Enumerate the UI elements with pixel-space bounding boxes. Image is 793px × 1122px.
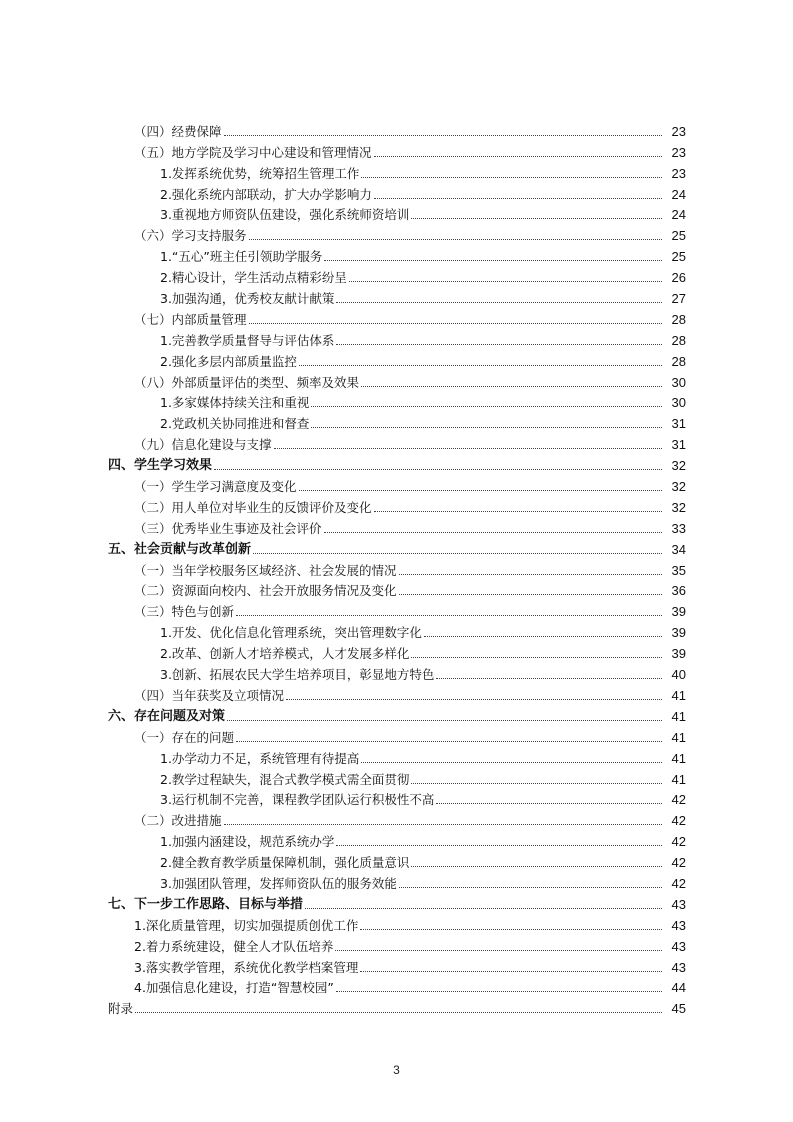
toc-dot-leader	[249, 323, 662, 324]
toc-entry-title: 七、下一步工作思路、目标与举措	[108, 896, 304, 912]
toc-entry-title: （二）改进措施	[134, 813, 222, 829]
toc-entry[interactable]	[0, 455, 793, 476]
toc-dot-leader	[224, 824, 662, 825]
toc-entry[interactable]	[0, 393, 793, 414]
toc-entry-title: （一）当年学校服务区域经济、社会发展的情况	[134, 562, 397, 578]
toc-entry-title: （一）存在的问题	[134, 729, 235, 745]
toc-entry-title: 3.加强沟通，优秀校友献计献策	[160, 291, 335, 307]
toc-entry[interactable]	[0, 288, 793, 309]
toc-entry-title: 2.党政机关协同推进和督查	[160, 416, 310, 432]
toc-entry-title: （五）地方学院及学习中心建设和管理情况	[134, 144, 372, 160]
toc-entry-title: 2.强化多层内部质量监控	[160, 353, 297, 369]
toc-dot-leader	[360, 929, 662, 930]
toc-dot-leader	[253, 553, 662, 554]
toc-entry-page: 42	[671, 792, 686, 808]
toc-dot-leader	[360, 971, 662, 972]
toc-entry-page: 41	[671, 771, 686, 787]
toc-entry-title: （四）当年获奖及立项情况	[134, 687, 285, 703]
toc-entry[interactable]	[0, 518, 793, 539]
toc-entry[interactable]	[0, 246, 793, 267]
toc-entry-page: 31	[671, 416, 686, 432]
toc-entry-page: 30	[671, 395, 686, 411]
toc-entry-page: 26	[671, 270, 686, 286]
toc-entry-page: 28	[671, 311, 686, 327]
toc-dot-leader	[236, 741, 662, 742]
toc-entry[interactable]	[0, 957, 793, 978]
toc-entry-title: 2.健全教育教学质量保障机制，强化质量意识	[160, 855, 410, 871]
toc-entry[interactable]	[0, 685, 793, 706]
toc-entry-page: 39	[671, 604, 686, 620]
toc-entry-page: 42	[671, 875, 686, 891]
toc-dot-leader	[286, 699, 662, 700]
toc-entry-title: （七）内部质量管理	[134, 311, 247, 327]
toc-entry-title: 1.办学动力不足，系统管理有待提高	[160, 750, 360, 766]
toc-entry[interactable]	[0, 831, 793, 852]
toc-entry-page: 45	[671, 1001, 686, 1017]
toc-entry-page: 42	[671, 813, 686, 829]
toc-entry-page: 23	[671, 123, 686, 139]
toc-entry[interactable]	[0, 978, 793, 999]
toc-entry-page: 31	[671, 437, 686, 453]
toc-entry-page: 39	[671, 625, 686, 641]
toc-entry-page: 42	[671, 834, 686, 850]
toc-entry-page: 34	[671, 541, 686, 557]
toc-dot-leader	[399, 574, 662, 575]
toc-entry-title: 3.加强团队管理，发挥师资队伍的服务效能	[160, 875, 397, 891]
toc-entry[interactable]	[0, 727, 793, 748]
toc-entry-page: 32	[671, 458, 686, 474]
toc-entry-title: 3.创新、拓展农民大学生培养项目，彰显地方特色	[160, 667, 435, 683]
toc-entry-title: （二）资源面向校内、社会开放服务情况及变化	[134, 583, 397, 599]
toc-entry-page: 41	[671, 750, 686, 766]
toc-entry[interactable]	[0, 915, 793, 936]
toc-dot-leader	[399, 887, 662, 888]
toc-entry[interactable]	[0, 769, 793, 790]
table-of-contents	[0, 121, 793, 1019]
toc-entry[interactable]	[0, 894, 793, 915]
toc-entry-page: 23	[671, 144, 686, 160]
toc-entry[interactable]	[0, 163, 793, 184]
toc-entry[interactable]	[0, 560, 793, 581]
toc-dot-leader	[361, 177, 662, 178]
toc-entry-page: 30	[671, 374, 686, 390]
toc-entry-page: 35	[671, 562, 686, 578]
toc-entry-title: 2.改革、创新人才培养模式，人才发展多样化	[160, 646, 410, 662]
toc-dot-leader	[299, 490, 662, 491]
toc-entry-title: （三）优秀毕业生事迹及社会评价	[134, 520, 322, 536]
toc-dot-leader	[349, 281, 662, 282]
toc-entry-title: 2.强化系统内部联动，扩大办学影响力	[160, 186, 372, 202]
toc-entry[interactable]	[0, 372, 793, 393]
toc-entry[interactable]	[0, 873, 793, 894]
toc-entry-page: 41	[671, 708, 686, 724]
toc-entry[interactable]	[0, 225, 793, 246]
toc-dot-leader	[411, 866, 662, 867]
toc-entry-page: 23	[671, 165, 686, 181]
toc-entry[interactable]	[0, 664, 793, 685]
toc-entry-title: 1.“五心”班主任引领助学服务	[160, 249, 323, 265]
toc-entry-title: 4.加强信息化建设，打造“智慧校园”	[134, 980, 334, 996]
toc-entry-title: 四、学生学习效果	[108, 458, 213, 474]
toc-entry-page: 25	[671, 249, 686, 265]
toc-entry-title: 五、社会贡献与改革创新	[108, 541, 252, 557]
toc-entry[interactable]	[0, 142, 793, 163]
toc-dot-leader	[336, 845, 662, 846]
toc-dot-leader	[311, 427, 662, 428]
toc-entry[interactable]	[0, 184, 793, 205]
toc-entry-title: 3.运行机制不完善，课程教学团队运行积极性不高	[160, 792, 435, 808]
toc-entry-page: 43	[671, 917, 686, 933]
toc-entry[interactable]	[0, 810, 793, 831]
toc-entry-page: 40	[671, 667, 686, 683]
toc-entry-title: （四）经费保障	[134, 123, 222, 139]
toc-entry-title: （二）用人单位对毕业生的反馈评价及变化	[134, 499, 372, 515]
toc-dot-leader	[224, 135, 662, 136]
toc-entry-title: 2.教学过程缺失，混合式教学模式需全面贯彻	[160, 771, 410, 787]
toc-entry-title: 3.重视地方师资队伍建设，强化系统师资培训	[160, 207, 410, 223]
toc-dot-leader	[411, 657, 662, 658]
toc-entry-page: 32	[671, 499, 686, 515]
toc-dot-leader	[336, 991, 662, 992]
toc-dot-leader	[324, 260, 662, 261]
toc-entry[interactable]	[0, 581, 793, 602]
toc-entry-page: 43	[671, 896, 686, 912]
toc-entry-page: 43	[671, 959, 686, 975]
toc-entry[interactable]	[0, 413, 793, 434]
toc-entry-page: 32	[671, 479, 686, 495]
toc-dot-leader	[324, 532, 662, 533]
toc-entry-page: 28	[671, 332, 686, 348]
toc-dot-leader	[361, 762, 662, 763]
toc-dot-leader	[374, 198, 662, 199]
toc-dot-leader	[135, 1012, 662, 1013]
toc-entry[interactable]	[0, 205, 793, 226]
toc-entry-page: 33	[671, 520, 686, 536]
toc-dot-leader	[411, 218, 662, 219]
toc-entry-title: （六）学习支持服务	[134, 228, 247, 244]
toc-entry-title: 六、存在问题及对策	[108, 708, 226, 724]
toc-entry-page: 42	[671, 855, 686, 871]
toc-dot-leader	[374, 511, 662, 512]
toc-entry[interactable]	[0, 790, 793, 811]
toc-entry-title: （三）特色与创新	[134, 604, 235, 620]
toc-dot-leader	[335, 950, 662, 951]
toc-entry-page: 28	[671, 353, 686, 369]
toc-entry[interactable]	[0, 351, 793, 372]
toc-entry-page: 36	[671, 583, 686, 599]
toc-entry[interactable]	[0, 852, 793, 873]
toc-entry-title: （一）学生学习满意度及变化	[134, 479, 297, 495]
toc-entry[interactable]	[0, 622, 793, 643]
toc-dot-leader	[299, 365, 662, 366]
toc-dot-leader	[411, 783, 662, 784]
toc-entry-title: 3.落实教学管理，系统优化教学档案管理	[134, 959, 359, 975]
toc-entry-title: 1.发挥系统优势，统筹招生管理工作	[160, 165, 360, 181]
toc-entry-title: 1.加强内涵建设，规范系统办学	[160, 834, 335, 850]
toc-entry[interactable]	[0, 497, 793, 518]
toc-entry-title: 1.多家媒体持续关注和重视	[160, 395, 310, 411]
toc-dot-leader	[374, 156, 662, 157]
toc-entry[interactable]	[0, 539, 793, 560]
toc-entry-title: （九）信息化建设与支撑	[134, 437, 272, 453]
toc-entry[interactable]	[0, 643, 793, 664]
toc-dot-leader	[436, 678, 662, 679]
toc-dot-leader	[305, 908, 662, 909]
toc-dot-leader	[274, 448, 662, 449]
toc-entry[interactable]	[0, 748, 793, 769]
toc-entry[interactable]	[0, 998, 793, 1019]
toc-dot-leader	[336, 302, 662, 303]
toc-entry-title: 2.着力系统建设，健全人才队伍培养	[134, 938, 334, 954]
toc-dot-leader	[336, 344, 662, 345]
toc-entry[interactable]	[0, 121, 793, 142]
toc-entry-title: 1.完善教学质量督导与评估体系	[160, 332, 335, 348]
toc-entry-page: 43	[671, 938, 686, 954]
page-number: 3	[393, 1063, 400, 1077]
toc-dot-leader	[249, 239, 662, 240]
toc-entry[interactable]	[0, 330, 793, 351]
toc-entry[interactable]	[0, 476, 793, 497]
toc-entry-page: 24	[671, 207, 686, 223]
toc-entry-title: 附录	[108, 1001, 134, 1017]
toc-entry-page: 24	[671, 186, 686, 202]
toc-entry-title: 1.深化质量管理，切实加强提质创优工作	[134, 917, 359, 933]
toc-dot-leader	[361, 386, 662, 387]
toc-entry[interactable]	[0, 267, 793, 288]
toc-entry[interactable]	[0, 936, 793, 957]
toc-dot-leader	[214, 469, 662, 470]
toc-dot-leader	[424, 636, 662, 637]
toc-entry-page: 27	[671, 291, 686, 307]
toc-entry[interactable]	[0, 309, 793, 330]
toc-entry-page: 44	[671, 980, 686, 996]
toc-dot-leader	[227, 720, 662, 721]
toc-entry-page: 39	[671, 646, 686, 662]
toc-entry[interactable]	[0, 434, 793, 455]
toc-entry-title: 1.开发、优化信息化管理系统，突出管理数字化	[160, 625, 422, 641]
toc-entry-title: 2.精心设计，学生活动点精彩纷呈	[160, 270, 347, 286]
toc-entry-page: 41	[671, 687, 686, 703]
toc-entry[interactable]	[0, 706, 793, 727]
toc-entry-page: 25	[671, 228, 686, 244]
toc-dot-leader	[311, 406, 662, 407]
toc-dot-leader	[436, 803, 662, 804]
toc-dot-leader	[236, 615, 662, 616]
toc-entry[interactable]	[0, 601, 793, 622]
toc-entry-page: 41	[671, 729, 686, 745]
toc-entry-title: （八）外部质量评估的类型、频率及效果	[134, 374, 360, 390]
toc-dot-leader	[399, 594, 662, 595]
